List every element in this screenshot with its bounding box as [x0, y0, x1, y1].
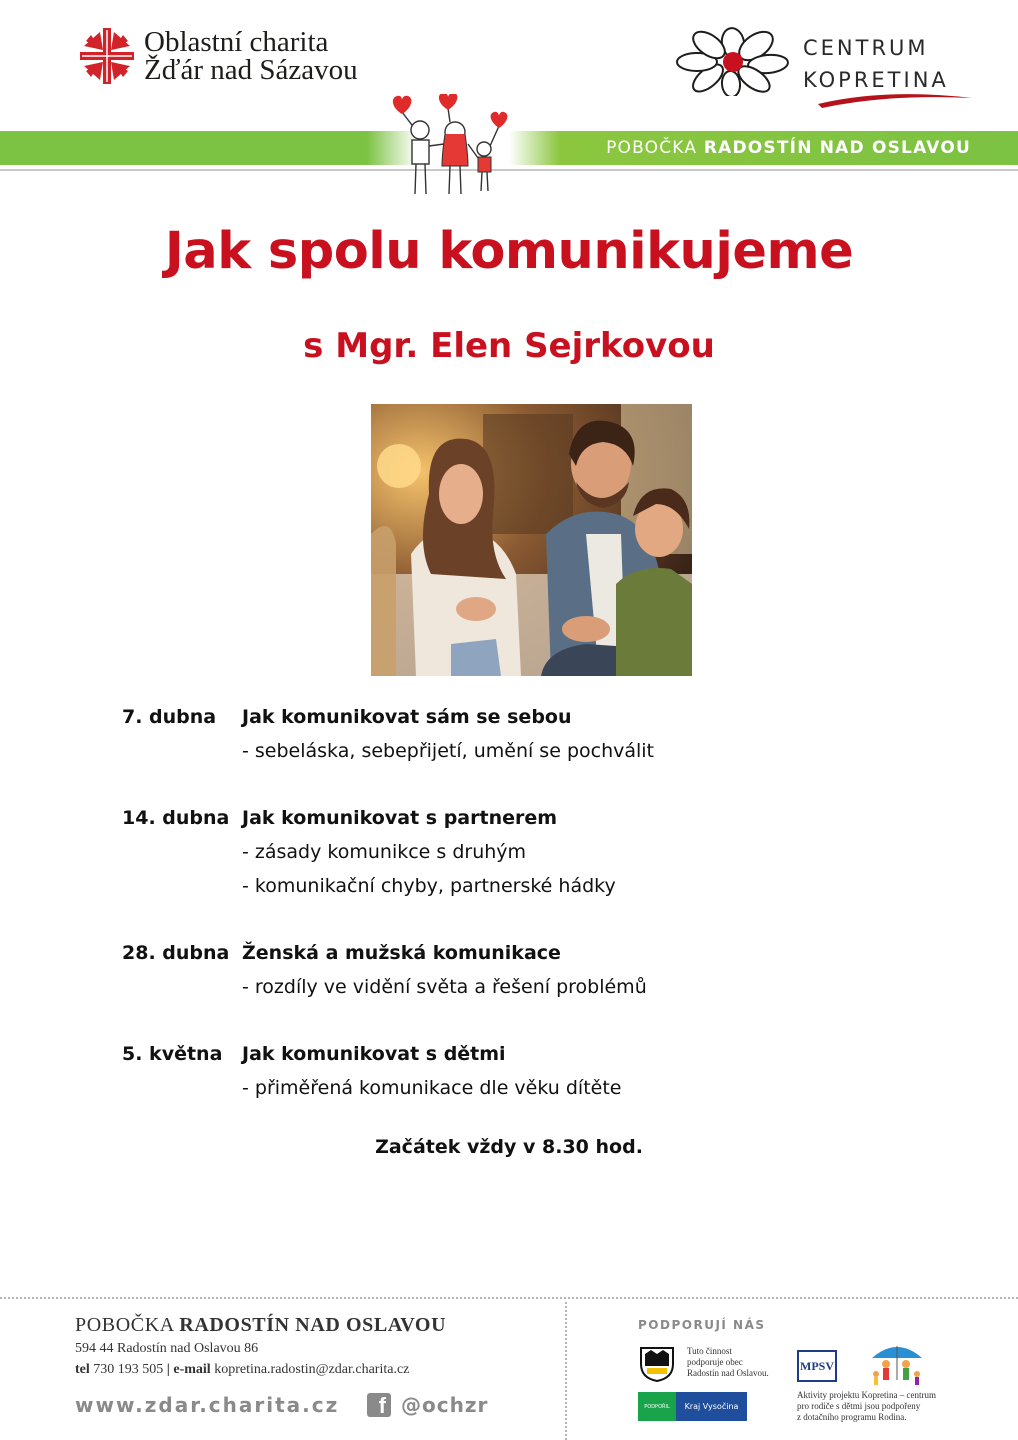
facebook-icon: f: [367, 1393, 391, 1417]
kraj-vysocina-logo: [638, 1392, 747, 1421]
family-photo: [371, 404, 692, 676]
session-item: [122, 801, 762, 903]
branch-name: RADOSTÍN NAD OSLAVOU: [703, 138, 971, 158]
session-topic: Ženská a mužská komunikace: [242, 942, 561, 964]
tel-label: tel: [75, 1362, 90, 1377]
municipality-line1: Tuto činnost: [687, 1346, 732, 1356]
session-topic: Jak komunikovat s partnerem: [242, 807, 558, 829]
facebook-link[interactable]: [367, 1393, 488, 1417]
funding-note-line3: z dotačního programu Rodina.: [797, 1412, 907, 1422]
page-title: Jak spolu komunikujeme: [164, 222, 854, 281]
session-date: 28. dubna: [122, 942, 230, 964]
program-list: [122, 700, 762, 1138]
session-item: [122, 700, 762, 768]
umbrella-family-icon: [868, 1340, 926, 1388]
session-date: 14. dubna: [122, 807, 230, 829]
footer-contact: [75, 1362, 409, 1378]
footer-divider: [0, 1297, 1018, 1299]
session-topic: Jak komunikovat sám se sebou: [242, 706, 572, 728]
tel-number[interactable]: 730 193 505: [93, 1362, 164, 1377]
charita-name-line2: Žďár nad Sázavou: [144, 54, 358, 86]
session-point: - zásady komunikce s druhým: [242, 841, 527, 863]
kopretina-swoosh: [816, 90, 976, 110]
footer-branch-name: RADOSTÍN NAD OSLAVOU: [179, 1314, 447, 1336]
branch-label: [606, 138, 971, 158]
kraj-left: PODPOŘIL: [638, 1392, 676, 1421]
funding-note-line2: pro rodiče s dětmi jsou podpořeny: [797, 1401, 921, 1411]
kopretina-line2: KOPRETINA: [803, 68, 949, 92]
page-subtitle: s Mgr. Elen Sejrkovou: [303, 326, 715, 366]
session-point: - rozdíly ve vidění světa a řešení problémů: [242, 976, 647, 998]
session-date: 5. května: [122, 1043, 223, 1065]
session-item: [122, 936, 762, 1004]
municipality-crest-icon: [637, 1344, 677, 1382]
daisy-icon: [676, 26, 791, 96]
session-point: - komunikační chyby, partnerské hádky: [242, 875, 616, 897]
municipality-support-text: [687, 1346, 769, 1379]
family-drawing-icon: [382, 94, 518, 200]
session-point: - přiměřená komunikace dle věku dítěte: [242, 1077, 622, 1099]
mpsv-logo: MPSV: [797, 1350, 837, 1382]
funding-note: [797, 1390, 936, 1423]
footer-column-divider: [565, 1302, 567, 1440]
charita-name-line1: Oblastní charita: [144, 26, 329, 58]
funding-note-line1: Aktivity projektu Kopretina – centrum: [797, 1390, 936, 1400]
website-link[interactable]: www.zdar.charita.cz: [75, 1393, 340, 1417]
kopretina-line1: CENTRUM: [803, 36, 929, 60]
footer-branch: [75, 1314, 446, 1337]
session-date: 7. dubna: [122, 706, 217, 728]
footer-branch-prefix: POBOČKA: [75, 1314, 174, 1336]
supporters-title: PODPORUJÍ NÁS: [638, 1318, 766, 1332]
municipality-line2: podporuje obec: [687, 1357, 743, 1367]
charita-logo: [80, 28, 358, 84]
facebook-handle: @ochzr: [401, 1393, 489, 1417]
contact-separator: |: [166, 1362, 170, 1377]
email-link[interactable]: kopretina.radostin@zdar.charita.cz: [214, 1362, 410, 1377]
session-topic: Jak komunikovat s dětmi: [242, 1043, 506, 1065]
session-point: - sebeláska, sebepřijetí, umění se pochválit: [242, 740, 655, 762]
footer-address: 594 44 Radostín nad Oslavou 86: [75, 1341, 259, 1356]
municipality-line3: Radostín nad Oslavou.: [687, 1368, 769, 1378]
start-time-note: Začátek vždy v 8.30 hod.: [375, 1136, 643, 1158]
email-label: e-mail: [173, 1362, 211, 1377]
kraj-right: Kraj Vysočina: [676, 1392, 747, 1421]
session-item: [122, 1037, 762, 1105]
kopretina-logo: [676, 24, 976, 108]
caritas-cross-icon: [80, 28, 134, 84]
branch-prefix: POBOČKA: [606, 138, 698, 158]
